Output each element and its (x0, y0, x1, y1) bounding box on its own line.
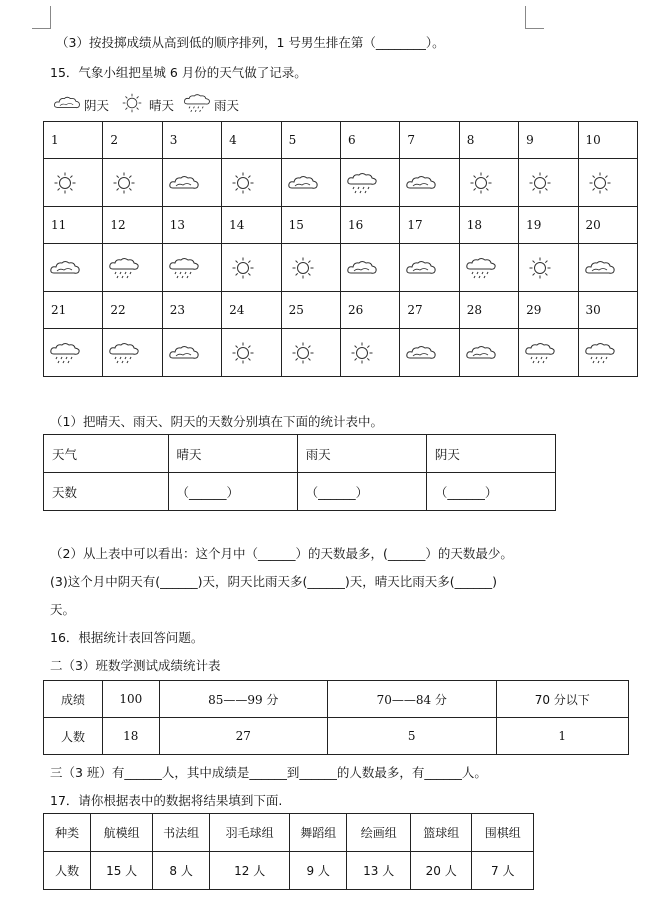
answer-blank[interactable]: （______） (426, 473, 555, 511)
table-cell: 人数 (44, 718, 103, 755)
calendar-date-cell: 1 (44, 122, 103, 159)
table-cell: 天数 (44, 473, 169, 511)
table-cell: 13 人 (347, 852, 411, 890)
calendar-weather-cell (400, 329, 459, 377)
sun-icon (226, 338, 280, 368)
club-stat-table (43, 813, 534, 890)
calendar-weather-row (44, 159, 638, 207)
calendar-weather-row (44, 244, 638, 292)
calendar-weather-cell (340, 159, 399, 207)
calendar-date-cell: 10 (578, 122, 637, 159)
sun-icon (48, 168, 102, 198)
rain-icon (523, 338, 577, 368)
q14-part3-text: （3）按投掷成绩从高到低的顺序排列，1 号男生排在第（________）。 (56, 35, 445, 50)
legend-label: 晴天 (149, 97, 175, 113)
calendar-date-cell: 27 (400, 292, 459, 329)
calendar-date-cell: 14 (222, 207, 281, 244)
calendar-weather-cell (400, 159, 459, 207)
rain-icon (583, 338, 637, 368)
cloud-icon (464, 338, 518, 368)
cloud-icon (345, 253, 399, 283)
page-corner-mark-left (32, 6, 51, 29)
table-cell: 70——84 分 (328, 681, 497, 718)
calendar-weather-cell (578, 329, 637, 377)
table-cell: 15 人 (91, 852, 153, 890)
table-row (44, 814, 534, 852)
q16-fill-in-text: 三（3 班）有______人，其中成绩是______到______的人数最多，有______人。 (50, 765, 487, 780)
calendar-date-cell: 21 (44, 292, 103, 329)
table-cell: 航模组 (91, 814, 153, 852)
cloud-icon (583, 253, 637, 283)
calendar-date-cell: 13 (162, 207, 221, 244)
table-cell: 人数 (44, 852, 91, 890)
calendar-date-cell: 6 (340, 122, 399, 159)
q16-title: 16．根据统计表回答问题。 (50, 630, 204, 645)
calendar-weather-cell (44, 244, 103, 292)
calendar-date-cell: 30 (578, 292, 637, 329)
page-corner-mark-right (525, 6, 544, 29)
table-row (44, 681, 629, 718)
table-cell: 成绩 (44, 681, 103, 718)
calendar-date-cell: 5 (281, 122, 340, 159)
calendar-weather-cell (162, 244, 221, 292)
sun-icon (286, 338, 340, 368)
sun-icon (117, 92, 149, 117)
calendar-date-cell: 22 (103, 292, 162, 329)
table-cell: 5 (328, 718, 497, 755)
rain-icon (48, 338, 102, 368)
legend-item-rainy (182, 92, 239, 117)
cloud-icon (167, 168, 221, 198)
calendar-date-cell: 17 (400, 207, 459, 244)
calendar-weather-cell (340, 329, 399, 377)
calendar-weather-cell (162, 329, 221, 377)
rain-icon (107, 338, 161, 368)
q15-part2-text: （2）从上表中可以看出：这个月中（______）的天数最多，(______）的天数最少。 (50, 546, 513, 561)
table-cell: 阴天 (426, 435, 555, 473)
calendar-date-cell: 23 (162, 292, 221, 329)
calendar-date-cell: 4 (222, 122, 281, 159)
rain-icon (167, 253, 221, 283)
calendar-weather-cell (519, 329, 578, 377)
calendar-weather-cell (459, 329, 518, 377)
calendar-date-cell: 28 (459, 292, 518, 329)
calendar-date-cell: 24 (222, 292, 281, 329)
q15-part3-text: (3)这个月中阴天有(______)天，阴天比雨天多(______)天，晴天比雨天多(______) (50, 574, 497, 589)
sun-icon (286, 253, 340, 283)
table-cell: 8 人 (152, 852, 209, 890)
table-row (44, 435, 556, 473)
table-row (44, 718, 629, 755)
calendar-weather-cell (519, 244, 578, 292)
cloud-icon (404, 338, 458, 368)
calendar-weather-cell (103, 244, 162, 292)
calendar-weather-cell (222, 329, 281, 377)
calendar-date-cell: 9 (519, 122, 578, 159)
weather-stat-table (43, 434, 556, 511)
table-cell: 围棋组 (472, 814, 534, 852)
table-cell: 书法组 (152, 814, 209, 852)
sun-icon (226, 253, 280, 283)
calendar-weather-cell (103, 329, 162, 377)
q15-part1-text: （1）把晴天、雨天、阴天的天数分别填在下面的统计表中。 (50, 414, 383, 429)
weather-calendar-table (43, 121, 638, 377)
answer-blank[interactable]: （______） (168, 473, 297, 511)
sun-icon (523, 168, 577, 198)
calendar-date-cell: 8 (459, 122, 518, 159)
legend-label: 阴天 (84, 97, 110, 113)
q15-part3-continuation: 天。 (50, 602, 76, 617)
rain-icon (107, 253, 161, 283)
calendar-weather-cell (281, 159, 340, 207)
calendar-weather-cell (459, 244, 518, 292)
calendar-date-cell: 16 (340, 207, 399, 244)
calendar-weather-cell (400, 244, 459, 292)
table-cell: 绘画组 (347, 814, 411, 852)
calendar-date-cell: 7 (400, 122, 459, 159)
sun-icon (345, 338, 399, 368)
calendar-date-row (44, 292, 638, 329)
calendar-weather-cell (519, 159, 578, 207)
calendar-weather-cell (44, 329, 103, 377)
legend-item-sunny (117, 92, 174, 117)
calendar-date-cell: 20 (578, 207, 637, 244)
legend-label: 雨天 (214, 97, 240, 113)
rain-icon (182, 92, 214, 117)
calendar-weather-cell (222, 159, 281, 207)
cloud-icon (404, 168, 458, 198)
cloud-icon (286, 168, 340, 198)
table-cell: 7 人 (472, 852, 534, 890)
calendar-weather-cell (162, 159, 221, 207)
calendar-weather-cell (103, 159, 162, 207)
rain-icon (345, 168, 399, 198)
sun-icon (464, 168, 518, 198)
calendar-date-row (44, 122, 638, 159)
calendar-weather-cell (578, 244, 637, 292)
table-cell: 70 分以下 (496, 681, 629, 718)
sun-icon (226, 168, 280, 198)
calendar-date-cell: 25 (281, 292, 340, 329)
table-cell: 12 人 (210, 852, 290, 890)
sun-icon (583, 168, 637, 198)
q17-title: 17．请你根据表中的数据将结果填到下面. (50, 793, 283, 808)
calendar-weather-cell (222, 244, 281, 292)
table-cell: 100 (103, 681, 159, 718)
table-cell: 85——99 分 (159, 681, 328, 718)
calendar-date-cell: 29 (519, 292, 578, 329)
cloud-icon (52, 92, 84, 117)
calendar-date-cell: 19 (519, 207, 578, 244)
calendar-date-cell: 26 (340, 292, 399, 329)
cloud-icon (167, 338, 221, 368)
table-cell: 羽毛球组 (210, 814, 290, 852)
cloud-icon (404, 253, 458, 283)
table-cell: 雨天 (297, 435, 426, 473)
table-cell: 种类 (44, 814, 91, 852)
calendar-weather-row (44, 329, 638, 377)
calendar-weather-cell (281, 329, 340, 377)
calendar-weather-cell (340, 244, 399, 292)
calendar-date-cell: 18 (459, 207, 518, 244)
table-cell: 18 (103, 718, 159, 755)
table-cell: 舞蹈组 (289, 814, 346, 852)
calendar-weather-cell (281, 244, 340, 292)
calendar-weather-cell (459, 159, 518, 207)
sun-icon (107, 168, 161, 198)
calendar-date-row (44, 207, 638, 244)
q16-table-caption: 二（3）班数学测试成绩统计表 (50, 658, 221, 673)
calendar-date-cell: 11 (44, 207, 103, 244)
cloud-icon (48, 253, 102, 283)
calendar-date-cell: 15 (281, 207, 340, 244)
table-cell: 天气 (44, 435, 169, 473)
calendar-date-cell: 12 (103, 207, 162, 244)
table-cell: 20 人 (410, 852, 472, 890)
sun-icon (523, 253, 577, 283)
calendar-date-cell: 2 (103, 122, 162, 159)
calendar-weather-cell (44, 159, 103, 207)
answer-blank[interactable]: （______） (297, 473, 426, 511)
table-row (44, 852, 534, 890)
legend-item-cloudy (52, 92, 109, 117)
rain-icon (464, 253, 518, 283)
calendar-weather-cell (578, 159, 637, 207)
table-row (44, 473, 556, 511)
table-cell: 9 人 (289, 852, 346, 890)
table-cell: 晴天 (168, 435, 297, 473)
calendar-date-cell: 3 (162, 122, 221, 159)
table-cell: 篮球组 (410, 814, 472, 852)
table-cell: 1 (496, 718, 629, 755)
table-cell: 27 (159, 718, 328, 755)
q15-title: 15．气象小组把星城 6 月份的天气做了记录。 (50, 65, 307, 80)
weather-legend (52, 92, 247, 117)
score-stat-table (43, 680, 629, 755)
